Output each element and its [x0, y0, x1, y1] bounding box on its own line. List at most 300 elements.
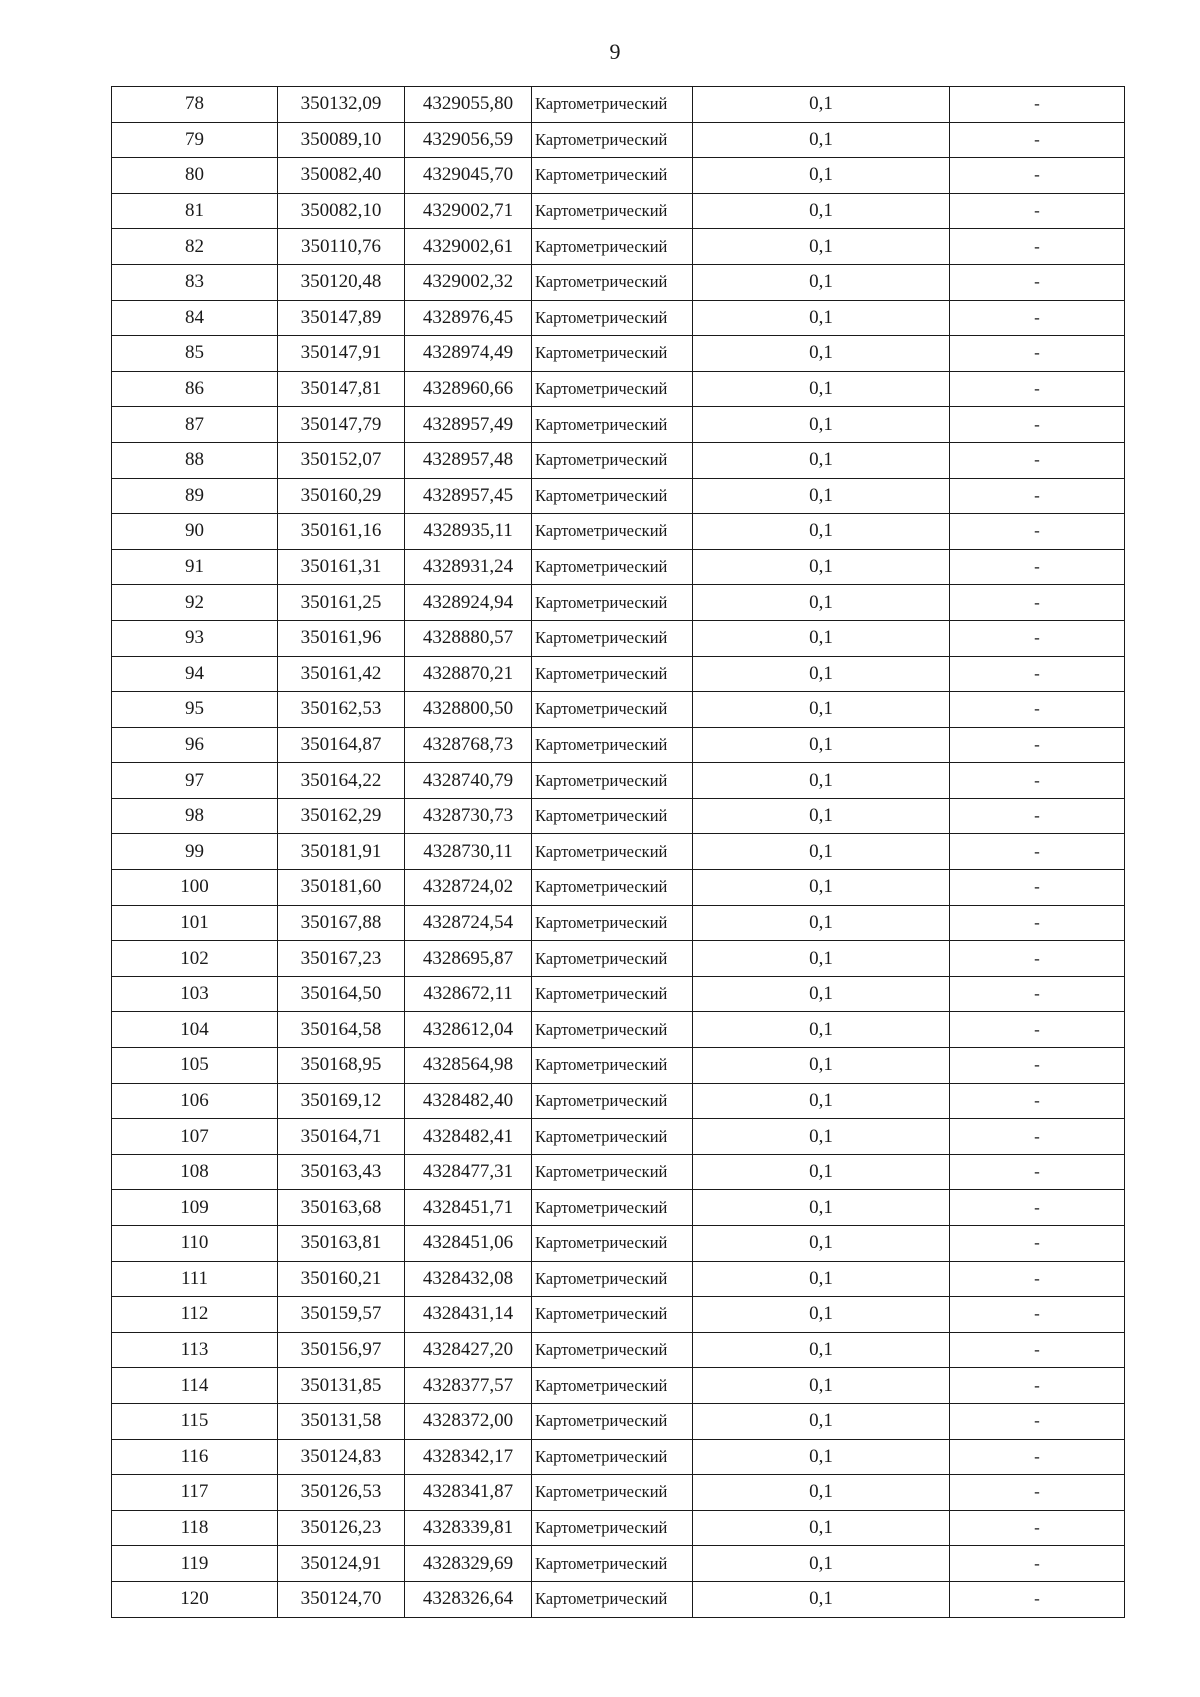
y-coordinate-cell: 4328957,49	[405, 407, 532, 443]
x-coordinate-cell: 350160,21	[278, 1261, 405, 1297]
method-cell: Картометрический	[532, 442, 693, 478]
method-cell: Картометрический	[532, 1048, 693, 1084]
note-cell: -	[950, 798, 1125, 834]
point-number-cell: 99	[112, 834, 278, 870]
y-coordinate-cell: 4328924,94	[405, 585, 532, 621]
point-number-cell: 87	[112, 407, 278, 443]
table-row	[112, 1154, 1125, 1190]
point-number-cell: 115	[112, 1403, 278, 1439]
point-number-cell: 106	[112, 1083, 278, 1119]
point-number-cell: 105	[112, 1048, 278, 1084]
x-coordinate-cell: 350147,79	[278, 407, 405, 443]
note-cell: -	[950, 1475, 1125, 1511]
y-coordinate-cell: 4328451,06	[405, 1226, 532, 1262]
point-number-cell: 114	[112, 1368, 278, 1404]
x-coordinate-cell: 350082,40	[278, 158, 405, 194]
table-row	[112, 1297, 1125, 1333]
accuracy-cell: 0,1	[693, 941, 950, 977]
method-cell: Картометрический	[532, 834, 693, 870]
note-cell: -	[950, 1083, 1125, 1119]
method-cell: Картометрический	[532, 1439, 693, 1475]
point-number-cell: 78	[112, 87, 278, 123]
table-row	[112, 585, 1125, 621]
note-cell: -	[950, 1154, 1125, 1190]
y-coordinate-cell: 4328768,73	[405, 727, 532, 763]
note-cell: -	[950, 692, 1125, 728]
point-number-cell: 108	[112, 1154, 278, 1190]
accuracy-cell: 0,1	[693, 1083, 950, 1119]
accuracy-cell: 0,1	[693, 1581, 950, 1617]
method-cell: Картометрический	[532, 585, 693, 621]
note-cell: -	[950, 1190, 1125, 1226]
y-coordinate-cell: 4328377,57	[405, 1368, 532, 1404]
table-row	[112, 1119, 1125, 1155]
note-cell: -	[950, 371, 1125, 407]
table-row	[112, 1475, 1125, 1511]
table-row	[112, 478, 1125, 514]
y-coordinate-cell: 4328451,71	[405, 1190, 532, 1226]
table-row	[112, 264, 1125, 300]
point-number-cell: 117	[112, 1475, 278, 1511]
point-number-cell: 112	[112, 1297, 278, 1333]
x-coordinate-cell: 350152,07	[278, 442, 405, 478]
x-coordinate-cell: 350164,71	[278, 1119, 405, 1155]
method-cell: Картометрический	[532, 976, 693, 1012]
method-cell: Картометрический	[532, 727, 693, 763]
accuracy-cell: 0,1	[693, 1510, 950, 1546]
y-coordinate-cell: 4328372,00	[405, 1403, 532, 1439]
note-cell: -	[950, 585, 1125, 621]
table-row	[112, 976, 1125, 1012]
y-coordinate-cell: 4328342,17	[405, 1439, 532, 1475]
table-row	[112, 514, 1125, 550]
y-coordinate-cell: 4328326,64	[405, 1581, 532, 1617]
point-number-cell: 103	[112, 976, 278, 1012]
y-coordinate-cell: 4328341,87	[405, 1475, 532, 1511]
point-number-cell: 116	[112, 1439, 278, 1475]
method-cell: Картометрический	[532, 264, 693, 300]
point-number-cell: 80	[112, 158, 278, 194]
x-coordinate-cell: 350082,10	[278, 193, 405, 229]
method-cell: Картометрический	[532, 870, 693, 906]
x-coordinate-cell: 350156,97	[278, 1332, 405, 1368]
accuracy-cell: 0,1	[693, 300, 950, 336]
method-cell: Картометрический	[532, 407, 693, 443]
note-cell: -	[950, 407, 1125, 443]
y-coordinate-cell: 4328431,14	[405, 1297, 532, 1333]
y-coordinate-cell: 4328695,87	[405, 941, 532, 977]
note-cell: -	[950, 763, 1125, 799]
method-cell: Картометрический	[532, 549, 693, 585]
note-cell: -	[950, 549, 1125, 585]
method-cell: Картометрический	[532, 371, 693, 407]
method-cell: Картометрический	[532, 122, 693, 158]
method-cell: Картометрический	[532, 1190, 693, 1226]
y-coordinate-cell: 4328730,11	[405, 834, 532, 870]
x-coordinate-cell: 350147,89	[278, 300, 405, 336]
y-coordinate-cell: 4328957,48	[405, 442, 532, 478]
table-row	[112, 371, 1125, 407]
table-row	[112, 87, 1125, 123]
method-cell: Картометрический	[532, 336, 693, 372]
point-number-cell: 111	[112, 1261, 278, 1297]
method-cell: Картометрический	[532, 1083, 693, 1119]
table-row	[112, 336, 1125, 372]
point-number-cell: 102	[112, 941, 278, 977]
method-cell: Картометрический	[532, 1261, 693, 1297]
note-cell: -	[950, 1119, 1125, 1155]
coordinates-table-body	[112, 87, 1125, 1618]
accuracy-cell: 0,1	[693, 87, 950, 123]
y-coordinate-cell: 4329055,80	[405, 87, 532, 123]
method-cell: Картометрический	[532, 1012, 693, 1048]
note-cell: -	[950, 87, 1125, 123]
method-cell: Картометрический	[532, 1475, 693, 1511]
table-row	[112, 1083, 1125, 1119]
accuracy-cell: 0,1	[693, 1332, 950, 1368]
method-cell: Картометрический	[532, 656, 693, 692]
accuracy-cell: 0,1	[693, 229, 950, 265]
point-number-cell: 81	[112, 193, 278, 229]
point-number-cell: 120	[112, 1581, 278, 1617]
point-number-cell: 110	[112, 1226, 278, 1262]
method-cell: Картометрический	[532, 905, 693, 941]
note-cell: -	[950, 478, 1125, 514]
table-row	[112, 1332, 1125, 1368]
y-coordinate-cell: 4328339,81	[405, 1510, 532, 1546]
table-row	[112, 1581, 1125, 1617]
note-cell: -	[950, 620, 1125, 656]
x-coordinate-cell: 350161,25	[278, 585, 405, 621]
x-coordinate-cell: 350181,60	[278, 870, 405, 906]
point-number-cell: 85	[112, 336, 278, 372]
x-coordinate-cell: 350131,58	[278, 1403, 405, 1439]
point-number-cell: 119	[112, 1546, 278, 1582]
table-row	[112, 300, 1125, 336]
x-coordinate-cell: 350161,16	[278, 514, 405, 550]
y-coordinate-cell: 4328740,79	[405, 763, 532, 799]
note-cell: -	[950, 158, 1125, 194]
x-coordinate-cell: 350167,23	[278, 941, 405, 977]
point-number-cell: 107	[112, 1119, 278, 1155]
x-coordinate-cell: 350164,58	[278, 1012, 405, 1048]
y-coordinate-cell: 4328730,73	[405, 798, 532, 834]
y-coordinate-cell: 4328931,24	[405, 549, 532, 585]
y-coordinate-cell: 4329002,61	[405, 229, 532, 265]
x-coordinate-cell: 350160,29	[278, 478, 405, 514]
x-coordinate-cell: 350162,29	[278, 798, 405, 834]
accuracy-cell: 0,1	[693, 727, 950, 763]
y-coordinate-cell: 4329002,32	[405, 264, 532, 300]
accuracy-cell: 0,1	[693, 122, 950, 158]
accuracy-cell: 0,1	[693, 1012, 950, 1048]
y-coordinate-cell: 4328724,02	[405, 870, 532, 906]
note-cell: -	[950, 1297, 1125, 1333]
x-coordinate-cell: 350164,87	[278, 727, 405, 763]
method-cell: Картометрический	[532, 1332, 693, 1368]
accuracy-cell: 0,1	[693, 514, 950, 550]
point-number-cell: 95	[112, 692, 278, 728]
y-coordinate-cell: 4328974,49	[405, 336, 532, 372]
accuracy-cell: 0,1	[693, 478, 950, 514]
y-coordinate-cell: 4328482,41	[405, 1119, 532, 1155]
x-coordinate-cell: 350162,53	[278, 692, 405, 728]
accuracy-cell: 0,1	[693, 692, 950, 728]
x-coordinate-cell: 350163,68	[278, 1190, 405, 1226]
x-coordinate-cell: 350167,88	[278, 905, 405, 941]
note-cell: -	[950, 1368, 1125, 1404]
note-cell: -	[950, 514, 1125, 550]
note-cell: -	[950, 1439, 1125, 1475]
note-cell: -	[950, 870, 1125, 906]
accuracy-cell: 0,1	[693, 158, 950, 194]
note-cell: -	[950, 336, 1125, 372]
accuracy-cell: 0,1	[693, 620, 950, 656]
y-coordinate-cell: 4329056,59	[405, 122, 532, 158]
y-coordinate-cell: 4329045,70	[405, 158, 532, 194]
point-number-cell: 82	[112, 229, 278, 265]
table-row	[112, 1368, 1125, 1404]
x-coordinate-cell: 350120,48	[278, 264, 405, 300]
y-coordinate-cell: 4328477,31	[405, 1154, 532, 1190]
point-number-cell: 84	[112, 300, 278, 336]
note-cell: -	[950, 1403, 1125, 1439]
point-number-cell: 97	[112, 763, 278, 799]
y-coordinate-cell: 4328880,57	[405, 620, 532, 656]
accuracy-cell: 0,1	[693, 1439, 950, 1475]
method-cell: Картометрический	[532, 1581, 693, 1617]
table-row	[112, 870, 1125, 906]
y-coordinate-cell: 4328482,40	[405, 1083, 532, 1119]
method-cell: Картометрический	[532, 692, 693, 728]
accuracy-cell: 0,1	[693, 834, 950, 870]
table-row	[112, 1439, 1125, 1475]
note-cell: -	[950, 193, 1125, 229]
table-row	[112, 905, 1125, 941]
point-number-cell: 91	[112, 549, 278, 585]
table-row	[112, 1546, 1125, 1582]
point-number-cell: 88	[112, 442, 278, 478]
note-cell: -	[950, 834, 1125, 870]
method-cell: Картометрический	[532, 798, 693, 834]
note-cell: -	[950, 941, 1125, 977]
accuracy-cell: 0,1	[693, 549, 950, 585]
method-cell: Картометрический	[532, 1119, 693, 1155]
y-coordinate-cell: 4328672,11	[405, 976, 532, 1012]
x-coordinate-cell: 350163,81	[278, 1226, 405, 1262]
point-number-cell: 101	[112, 905, 278, 941]
accuracy-cell: 0,1	[693, 798, 950, 834]
x-coordinate-cell: 350131,85	[278, 1368, 405, 1404]
accuracy-cell: 0,1	[693, 1368, 950, 1404]
accuracy-cell: 0,1	[693, 763, 950, 799]
x-coordinate-cell: 350159,57	[278, 1297, 405, 1333]
x-coordinate-cell: 350147,81	[278, 371, 405, 407]
note-cell: -	[950, 1546, 1125, 1582]
table-row	[112, 763, 1125, 799]
method-cell: Картометрический	[532, 193, 693, 229]
x-coordinate-cell: 350161,31	[278, 549, 405, 585]
x-coordinate-cell: 350147,91	[278, 336, 405, 372]
table-row	[112, 692, 1125, 728]
table-row	[112, 941, 1125, 977]
accuracy-cell: 0,1	[693, 193, 950, 229]
accuracy-cell: 0,1	[693, 656, 950, 692]
x-coordinate-cell: 350124,83	[278, 1439, 405, 1475]
note-cell: -	[950, 1581, 1125, 1617]
note-cell: -	[950, 1261, 1125, 1297]
accuracy-cell: 0,1	[693, 371, 950, 407]
x-coordinate-cell: 350163,43	[278, 1154, 405, 1190]
note-cell: -	[950, 264, 1125, 300]
accuracy-cell: 0,1	[693, 407, 950, 443]
note-cell: -	[950, 442, 1125, 478]
method-cell: Картометрический	[532, 1368, 693, 1404]
y-coordinate-cell: 4328976,45	[405, 300, 532, 336]
y-coordinate-cell: 4328870,21	[405, 656, 532, 692]
table-row	[112, 193, 1125, 229]
accuracy-cell: 0,1	[693, 1190, 950, 1226]
point-number-cell: 83	[112, 264, 278, 300]
method-cell: Картометрический	[532, 763, 693, 799]
note-cell: -	[950, 300, 1125, 336]
y-coordinate-cell: 4328935,11	[405, 514, 532, 550]
table-row	[112, 1261, 1125, 1297]
point-number-cell: 94	[112, 656, 278, 692]
accuracy-cell: 0,1	[693, 585, 950, 621]
table-row	[112, 1403, 1125, 1439]
table-row	[112, 1190, 1125, 1226]
coordinates-table	[111, 86, 1125, 1618]
method-cell: Картометрический	[532, 1546, 693, 1582]
y-coordinate-cell: 4328960,66	[405, 371, 532, 407]
x-coordinate-cell: 350089,10	[278, 122, 405, 158]
x-coordinate-cell: 350132,09	[278, 87, 405, 123]
y-coordinate-cell: 4328564,98	[405, 1048, 532, 1084]
point-number-cell: 79	[112, 122, 278, 158]
page-number: 9	[609, 39, 621, 64]
table-row	[112, 442, 1125, 478]
note-cell: -	[950, 122, 1125, 158]
x-coordinate-cell: 350169,12	[278, 1083, 405, 1119]
note-cell: -	[950, 976, 1125, 1012]
table-row	[112, 158, 1125, 194]
x-coordinate-cell: 350164,50	[278, 976, 405, 1012]
table-row	[112, 620, 1125, 656]
method-cell: Картометрический	[532, 478, 693, 514]
x-coordinate-cell: 350161,96	[278, 620, 405, 656]
y-coordinate-cell: 4328724,54	[405, 905, 532, 941]
table-row	[112, 1012, 1125, 1048]
method-cell: Картометрический	[532, 158, 693, 194]
method-cell: Картометрический	[532, 87, 693, 123]
table-row	[112, 727, 1125, 763]
accuracy-cell: 0,1	[693, 870, 950, 906]
table-row	[112, 834, 1125, 870]
x-coordinate-cell: 350126,53	[278, 1475, 405, 1511]
accuracy-cell: 0,1	[693, 336, 950, 372]
table-row	[112, 798, 1125, 834]
point-number-cell: 89	[112, 478, 278, 514]
point-number-cell: 113	[112, 1332, 278, 1368]
note-cell: -	[950, 905, 1125, 941]
x-coordinate-cell: 350181,91	[278, 834, 405, 870]
accuracy-cell: 0,1	[693, 1226, 950, 1262]
note-cell: -	[950, 1510, 1125, 1546]
point-number-cell: 118	[112, 1510, 278, 1546]
table-row	[112, 229, 1125, 265]
accuracy-cell: 0,1	[693, 905, 950, 941]
point-number-cell: 104	[112, 1012, 278, 1048]
accuracy-cell: 0,1	[693, 1403, 950, 1439]
x-coordinate-cell: 350168,95	[278, 1048, 405, 1084]
point-number-cell: 100	[112, 870, 278, 906]
point-number-cell: 96	[112, 727, 278, 763]
accuracy-cell: 0,1	[693, 1261, 950, 1297]
note-cell: -	[950, 656, 1125, 692]
method-cell: Картометрический	[532, 514, 693, 550]
point-number-cell: 90	[112, 514, 278, 550]
point-number-cell: 86	[112, 371, 278, 407]
y-coordinate-cell: 4328800,50	[405, 692, 532, 728]
point-number-cell: 92	[112, 585, 278, 621]
note-cell: -	[950, 229, 1125, 265]
table-row	[112, 1510, 1125, 1546]
y-coordinate-cell: 4328432,08	[405, 1261, 532, 1297]
accuracy-cell: 0,1	[693, 976, 950, 1012]
method-cell: Картометрический	[532, 620, 693, 656]
accuracy-cell: 0,1	[693, 1154, 950, 1190]
table-row	[112, 656, 1125, 692]
accuracy-cell: 0,1	[693, 1475, 950, 1511]
note-cell: -	[950, 1226, 1125, 1262]
note-cell: -	[950, 1332, 1125, 1368]
accuracy-cell: 0,1	[693, 1546, 950, 1582]
note-cell: -	[950, 1048, 1125, 1084]
method-cell: Картометрический	[532, 1510, 693, 1546]
point-number-cell: 98	[112, 798, 278, 834]
accuracy-cell: 0,1	[693, 1297, 950, 1333]
table-row	[112, 407, 1125, 443]
accuracy-cell: 0,1	[693, 1048, 950, 1084]
x-coordinate-cell: 350124,91	[278, 1546, 405, 1582]
table-row	[112, 122, 1125, 158]
accuracy-cell: 0,1	[693, 442, 950, 478]
y-coordinate-cell: 4328427,20	[405, 1332, 532, 1368]
method-cell: Картометрический	[532, 229, 693, 265]
x-coordinate-cell: 350161,42	[278, 656, 405, 692]
method-cell: Картометрический	[532, 1403, 693, 1439]
method-cell: Картометрический	[532, 1297, 693, 1333]
x-coordinate-cell: 350126,23	[278, 1510, 405, 1546]
x-coordinate-cell: 350124,70	[278, 1581, 405, 1617]
x-coordinate-cell: 350110,76	[278, 229, 405, 265]
point-number-cell: 93	[112, 620, 278, 656]
method-cell: Картометрический	[532, 941, 693, 977]
accuracy-cell: 0,1	[693, 264, 950, 300]
table-row	[112, 549, 1125, 585]
y-coordinate-cell: 4328612,04	[405, 1012, 532, 1048]
table-row	[112, 1048, 1125, 1084]
note-cell: -	[950, 727, 1125, 763]
y-coordinate-cell: 4328329,69	[405, 1546, 532, 1582]
method-cell: Картометрический	[532, 1226, 693, 1262]
accuracy-cell: 0,1	[693, 1119, 950, 1155]
method-cell: Картометрический	[532, 300, 693, 336]
y-coordinate-cell: 4328957,45	[405, 478, 532, 514]
method-cell: Картометрический	[532, 1154, 693, 1190]
y-coordinate-cell: 4329002,71	[405, 193, 532, 229]
